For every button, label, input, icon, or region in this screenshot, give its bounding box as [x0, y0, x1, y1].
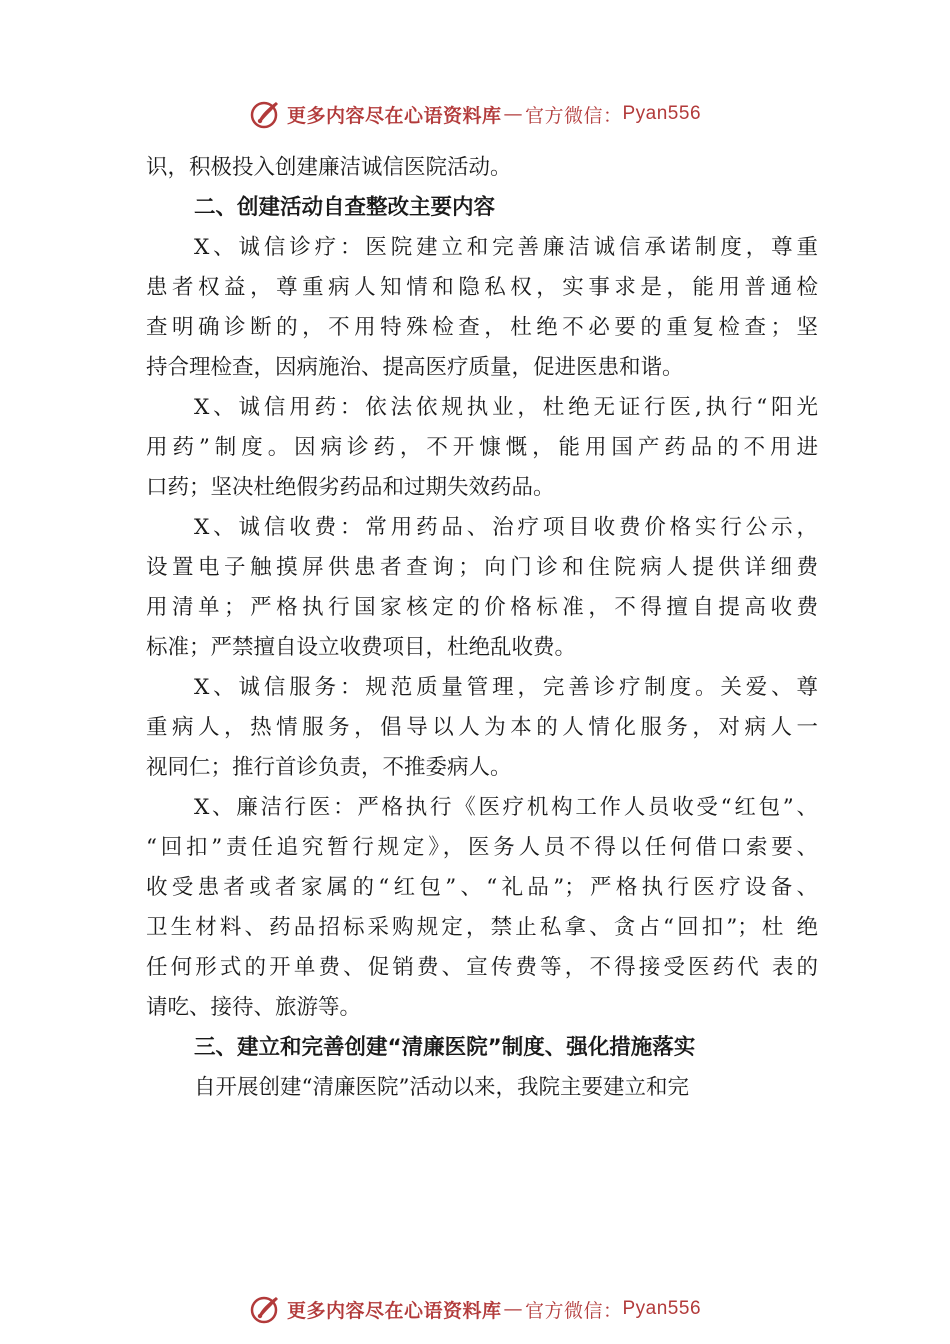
brush-logo-icon: [249, 1293, 281, 1325]
text-line: 重病人，热情服务，倡导以人为本的人情化服务，对病人一: [146, 715, 818, 740]
text-line: X、诚信收费：常用药品、治疗项目收费价格实行公示，: [194, 515, 818, 540]
watermark-text: 更多内容尽在心语资料库: [286, 104, 502, 127]
text-line: 自开展创建“清廉医院”活动以来，我院主要建立和完: [194, 1075, 689, 1100]
watermark-dash: —: [503, 1298, 523, 1320]
text-line: 用清单；严格执行国家核定的价格标准，不得擅自提高收费: [146, 595, 818, 620]
section-heading: 二、创建活动自查整改主要内容: [194, 195, 496, 220]
header-watermark: [0, 94, 950, 134]
text-line: 识，积极投入创建廉洁诚信医院活动。: [146, 155, 512, 180]
text-line: X、诚信用药：依法依规执业，杜绝无证行医,执行“阳光: [194, 395, 818, 420]
text-line: 用药”制度。因病诊药，不开慷慨，能用国产药品的不用进: [146, 435, 818, 460]
text-line: 持合理检查，因病施治、提高医疗质量，促进医患和谐。: [146, 355, 684, 380]
watermark-text: 更多内容尽在心语资料库: [286, 1299, 502, 1322]
text-line: X、廉洁行医：严格执行《医疗机构工作人员收受“红包”、: [194, 795, 818, 820]
watermark-id: Pyan556: [622, 1298, 702, 1319]
text-line: “回扣”责任追究暂行规定》，医务人员不得以任何借口索要、: [146, 835, 818, 860]
text-line: 查明确诊断的，不用特殊检查，杜绝不必要的重复检查；坚: [146, 315, 818, 340]
text-line: 设置电子触摸屏供患者查询；向门诊和住院病人提供详细费: [146, 555, 818, 580]
watermark-sub: 官方微信：: [524, 1299, 623, 1322]
text-line: 患者权益，尊重病人知情和隐私权，实事求是，能用普通检: [146, 275, 818, 300]
watermark-dash: —: [503, 103, 523, 125]
text-line: X、诚信服务：规范质量管理，完善诊疗制度。关爱、尊: [194, 675, 818, 700]
text-line: 收受患者或者家属的“红包”、“礼品”；严格执行医疗设备、: [146, 875, 818, 900]
text-line: 卫生材料、药品招标采购规定，禁止私拿、贪占“回扣”；杜 绝: [146, 915, 818, 940]
text-line: X、诚信诊疗：医院建立和完善廉洁诚信承诺制度，尊重: [194, 235, 818, 260]
text-line: 任何形式的开单费、促销费、宣传费等，不得接受医药代 表的: [146, 955, 818, 980]
text-line: 视同仁；推行首诊负责，不推委病人。: [146, 755, 512, 780]
text-line: 请吃、接待、旅游等。: [146, 995, 362, 1020]
text-line: 口药；坚决杜绝假劣药品和过期失效药品。: [146, 475, 555, 500]
text-line: 标准；严禁擅自设立收费项目，杜绝乱收费。: [146, 635, 577, 660]
watermark-id: Pyan556: [622, 103, 702, 124]
brush-logo-icon: [249, 98, 281, 130]
document-body: [146, 148, 818, 1108]
section-heading: 三、建立和完善创建“清廉医院”制度、强化措施落实: [194, 1035, 696, 1060]
watermark-sub: 官方微信：: [524, 104, 623, 127]
footer-watermark: [0, 1289, 950, 1329]
